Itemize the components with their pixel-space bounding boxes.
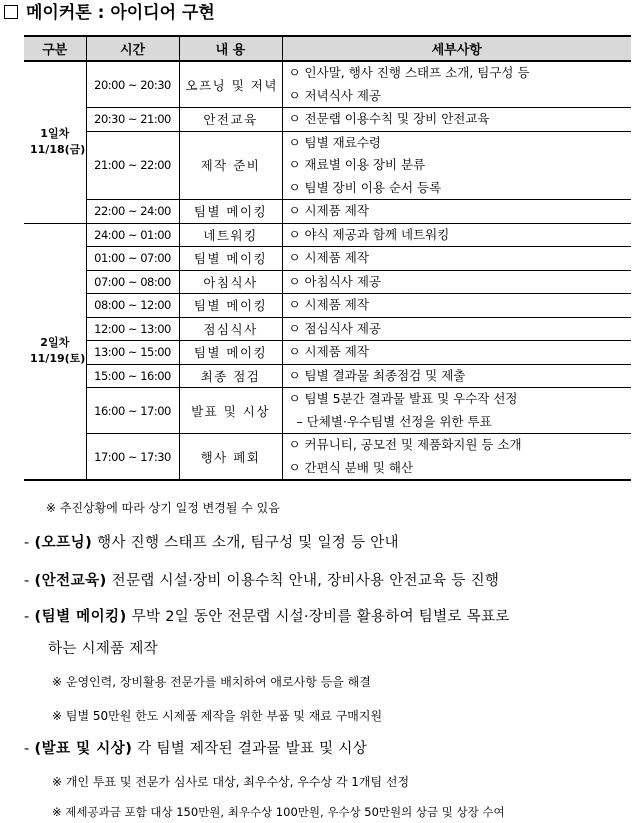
bullet-safety (24, 569, 499, 590)
section-title-text: 메이커톤 : 아이디어 구현 (26, 3, 215, 23)
making-note-2: ※ 팀별 50만원 한도 시제품 제작을 위한 부품 및 재료 구매지원 (52, 709, 383, 723)
bullet-head: (안전교육) (34, 573, 107, 589)
detail-cell (282, 108, 631, 132)
detail-line: ㅇ 커뮤니티, 공모전 및 제품화지원 등 소개 (288, 437, 522, 452)
table-row (24, 294, 631, 318)
content-cell: 제작 준비 (179, 131, 282, 200)
content-cell: 팀별 메이킹 (179, 341, 282, 365)
bullet-award (24, 737, 367, 758)
detail-line: ㅇ 아침식사 제공 (288, 273, 381, 289)
award-note-2: ※ 제세공과금 포함 대상 150만원, 최우수상 100만원, 우수상 50만원의 상금 및 상장 수여 (52, 805, 505, 819)
bullet-making (24, 605, 510, 626)
day-label: 2일차 (40, 336, 70, 350)
detail-cell (282, 294, 631, 318)
time-cell: 12:00 ~ 13:00 (86, 317, 179, 341)
table-row (24, 364, 631, 388)
bullet-text: 각 팀별 제작된 결과물 발표 및 시상 (132, 741, 368, 757)
bullet-head: (팀별 메이킹) (34, 609, 127, 625)
detail-line: ㅇ 시제품 제작 (288, 250, 369, 265)
checkbox-square-icon (4, 5, 18, 19)
detail-line: ㅇ 저녁식사 제공 (288, 87, 381, 103)
schedule-change-note: ※ 추진상황에 따라 상기 일정 변경될 수 있음 (46, 501, 280, 515)
detail-cell (282, 61, 631, 108)
table-row (24, 200, 631, 224)
bullet-opening (24, 531, 399, 552)
detail-line: ㅇ 팀별 재료수령 (288, 134, 381, 150)
content-cell: 최종 점검 (179, 364, 282, 388)
content-cell: 점심식사 (179, 317, 282, 341)
detail-line: ㅇ 전문랩 이용수칙 및 장비 안전교육 (288, 111, 490, 126)
time-cell: 13:00 ~ 15:00 (86, 341, 179, 365)
detail-line: ㅇ 팀별 장비 이용 순서 등록 (288, 179, 442, 195)
table-row (24, 341, 631, 365)
table-row (24, 223, 631, 247)
bullet-making-continued: 하는 시제품 제작 (48, 641, 158, 657)
detail-cell (282, 223, 631, 247)
detail-line: ㅇ 인사말, 행사 진행 스태프 소개, 팀구성 등 (288, 65, 530, 80)
detail-cell (282, 317, 631, 341)
detail-line: ㅇ 팀별 결과물 최종점검 및 제출 (288, 367, 466, 383)
content-cell: 발표 및 시상 (179, 388, 282, 434)
table-row (24, 247, 631, 271)
content-cell: 행사 폐회 (179, 434, 282, 481)
header-row (24, 36, 631, 61)
day1-cell (24, 61, 86, 223)
bullet-dash: - (24, 741, 35, 757)
bullet-head: (발표 및 시상) (34, 741, 133, 757)
detail-line: ㅇ 재료별 이용 장비 분류 (288, 157, 426, 172)
time-cell: 01:00 ~ 07:00 (86, 247, 179, 271)
section-title (4, 2, 215, 24)
bullet-text: 행사 진행 스태프 소개, 팀구성 및 일정 등 안내 (92, 535, 399, 551)
content-cell: 팀별 메이킹 (179, 247, 282, 271)
time-cell: 21:00 ~ 22:00 (86, 131, 179, 200)
detail-cell (282, 270, 631, 294)
detail-line: ㅇ 시제품 제작 (288, 203, 369, 218)
time-cell: 16:00 ~ 17:00 (86, 388, 179, 434)
content-cell: 네트워킹 (179, 223, 282, 247)
detail-cell (282, 131, 631, 200)
award-note-1: ※ 개인 투표 및 전문가 심사로 대상, 최우수상, 우수상 각 1개팀 선정 (52, 775, 410, 789)
detail-line: ㅇ 시제품 제작 (288, 297, 369, 312)
time-cell: 22:00 ~ 24:00 (86, 200, 179, 224)
table-row (24, 317, 631, 341)
header-time: 시간 (86, 36, 179, 61)
detail-line: ㅇ 야식 제공과 함께 네트워킹 (288, 226, 450, 242)
detail-cell (282, 388, 631, 434)
detail-cell (282, 247, 631, 271)
time-cell: 07:00 ~ 08:00 (86, 270, 179, 294)
detail-line: ㅇ 점심식사 제공 (288, 320, 381, 336)
time-cell: 15:00 ~ 16:00 (86, 364, 179, 388)
content-cell: 오프닝 및 저녁 (179, 61, 282, 108)
detail-line: ㅇ 간편식 분배 및 해산 (288, 459, 414, 475)
time-cell: 08:00 ~ 12:00 (86, 294, 179, 318)
day-date: 11/18(금) (30, 143, 86, 157)
content-cell: 팀별 메이킹 (179, 294, 282, 318)
detail-cell (282, 434, 631, 481)
day2-cell (24, 223, 86, 480)
detail-cell (282, 200, 631, 224)
bullet-dash: - (24, 609, 35, 625)
content-cell: 아침식사 (179, 270, 282, 294)
time-cell: 17:00 ~ 17:30 (86, 434, 179, 481)
time-cell: 20:30 ~ 21:00 (86, 108, 179, 132)
bullet-text: 무박 2일 동안 전문랩 시설·장비를 활용하여 팀별로 목표로 (126, 609, 510, 625)
table-row (24, 108, 631, 132)
time-cell: 24:00 ~ 01:00 (86, 223, 179, 247)
day-date: 11/19(토) (30, 352, 86, 366)
header-content: 내 용 (179, 36, 282, 61)
bullet-dash: - (24, 573, 35, 589)
bullet-head: (오프닝) (34, 535, 93, 551)
table-row (24, 270, 631, 294)
bullet-dash: - (24, 535, 35, 551)
detail-line: ㅇ 시제품 제작 (288, 344, 369, 359)
day-label: 1일차 (40, 127, 70, 141)
time-cell: 20:00 ~ 20:30 (86, 61, 179, 108)
detail-cell (282, 364, 631, 388)
content-cell: 안전교육 (179, 108, 282, 132)
detail-line: ㅇ 팀별 5분간 결과물 발표 및 우수작 선정 (288, 391, 518, 406)
making-note-1: ※ 운영인력, 장비활용 전문가를 배치하여 애로사항 등을 해결 (52, 675, 371, 689)
header-detail: 세부사항 (282, 36, 631, 61)
detail-cell (282, 341, 631, 365)
schedule-table (24, 35, 631, 481)
bullet-text: 전문랩 시설·장비 이용수칙 안내, 장비사용 안전교육 등 진행 (106, 573, 500, 589)
content-cell: 팀별 메이킹 (179, 200, 282, 224)
header-division: 구분 (24, 36, 86, 61)
detail-sub-line: – 단체별·우수팀별 선정을 위한 투표 (296, 413, 492, 429)
